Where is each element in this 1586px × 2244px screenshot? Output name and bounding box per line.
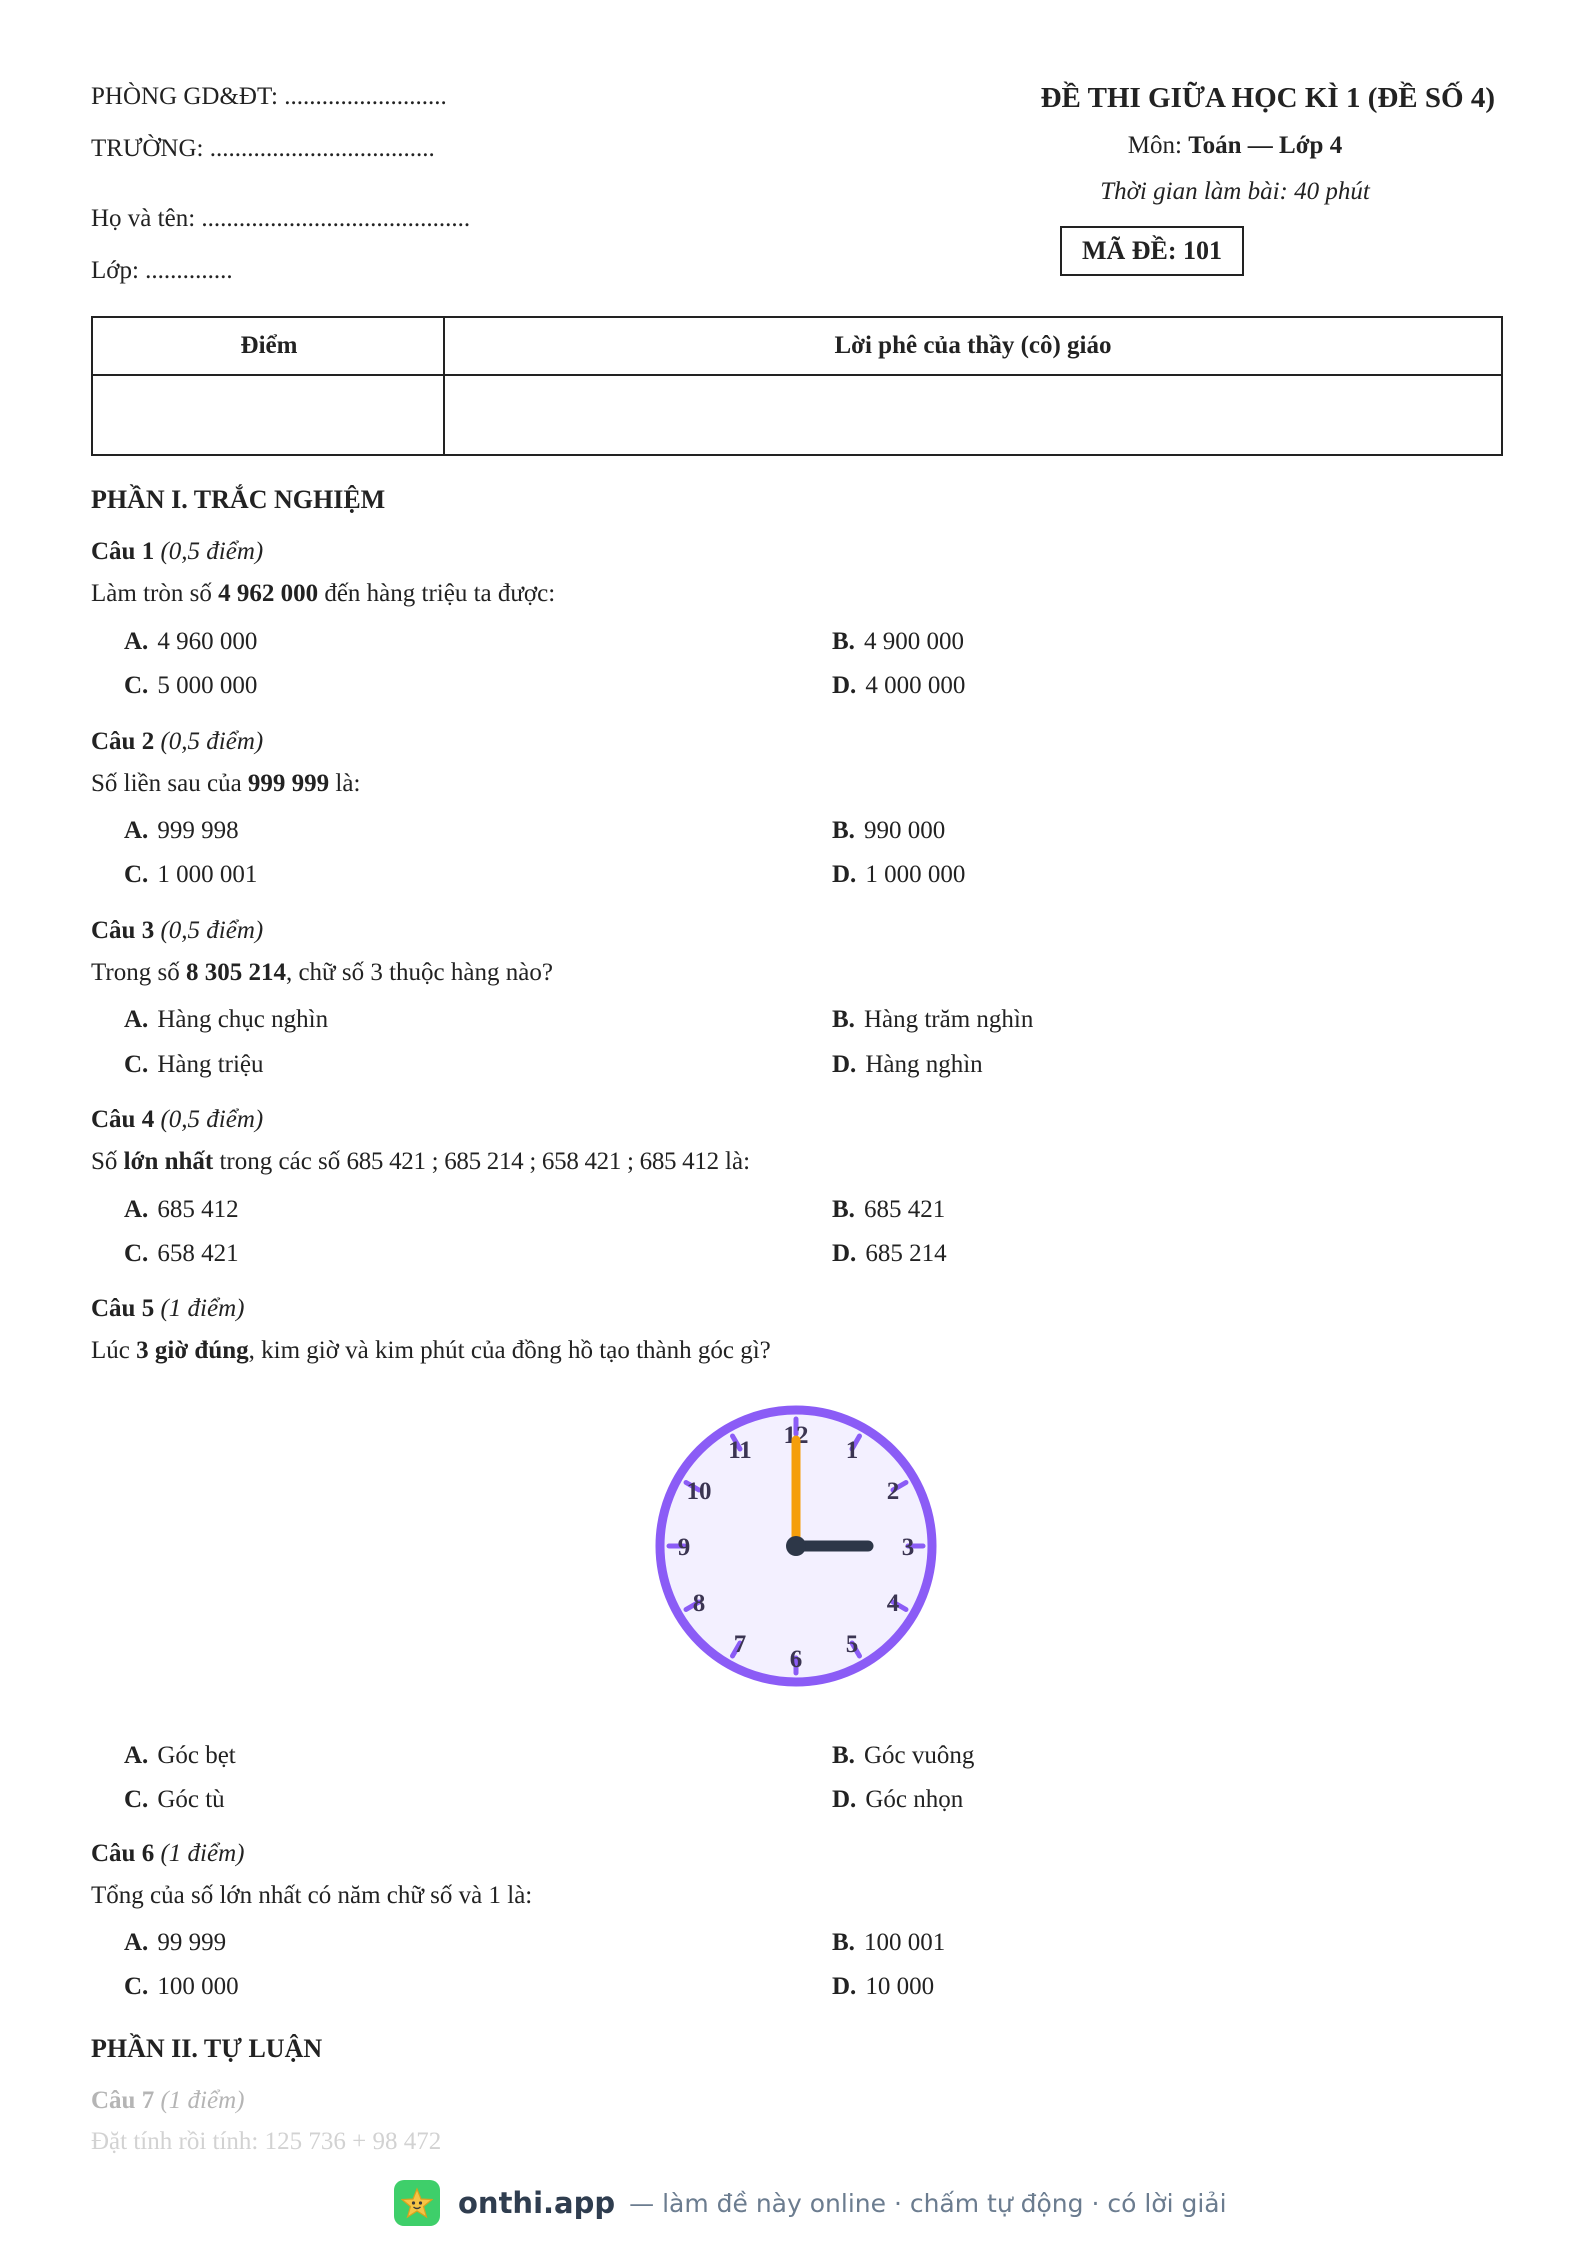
clock-center — [786, 1536, 806, 1556]
question-1-text: Làm tròn số 4 962 000 đến hàng triệu ta được: — [91, 580, 556, 607]
clock-number: 10 — [686, 1478, 712, 1505]
part2-title: PHẦN II. TỰ LUẬN — [91, 2034, 323, 2063]
question-5-text: Lúc 3 giờ đúng, kim giờ và kim phút của đồng hồ tạo thành góc gì? — [91, 1337, 771, 1364]
q3-option-c[interactable]: C. Hàng triệu — [124, 1051, 264, 1078]
q4-option-d[interactable]: D. 685 214 — [832, 1240, 947, 1267]
exam-title: ĐỀ THI GIỮA HỌC KÌ 1 (ĐỀ SỐ 4) — [1040, 82, 1495, 114]
question-7-title: Câu 7 (1 điểm) — [91, 2087, 245, 2114]
q1-option-a[interactable]: A. 4 960 000 — [124, 628, 258, 655]
clock-number: 8 — [692, 1590, 706, 1617]
q6-option-a[interactable]: A. 99 999 — [124, 1929, 227, 1956]
clock-number: 7 — [733, 1630, 747, 1658]
question-6-title: Câu 6 (1 điểm) — [91, 1840, 245, 1867]
question-7-text: Đặt tính rồi tính: 125 736 + 98 472 — [91, 2128, 442, 2155]
clock-number: 6 — [789, 1646, 803, 1673]
q6-option-b[interactable]: B. 100 001 — [832, 1929, 946, 1956]
q3-option-d[interactable]: D. Hàng nghìn — [832, 1051, 983, 1078]
brand-tagline: — làm đề này online · chấm tự động · có lời giải — [629, 2188, 1227, 2218]
clock-number: 2 — [886, 1478, 900, 1505]
q1-option-c[interactable]: C. 5 000 000 — [124, 672, 258, 699]
q5-option-c[interactable]: C. Góc tù — [124, 1786, 225, 1813]
student-name-field: Họ và tên: ........................................... — [91, 205, 471, 232]
exam-code: MÃ ĐỀ: 101 — [1081, 236, 1223, 265]
clock-number: 12 — [783, 1422, 809, 1449]
q6-option-d[interactable]: D. 10 000 — [832, 1973, 935, 2000]
question-3-title: Câu 3 (0,5 điểm) — [91, 917, 264, 944]
clock-figure — [653, 1403, 939, 1689]
clock-number: 9 — [677, 1534, 691, 1561]
q4-option-a[interactable]: A. 685 412 — [124, 1196, 239, 1223]
q2-option-a[interactable]: A. 999 998 — [124, 817, 239, 844]
question-3-text: Trong số 8 305 214, chữ số 3 thuộc hàng nào? — [91, 959, 553, 986]
school-field: TRƯỜNG: .................................... — [91, 135, 435, 162]
duration: Thời gian làm bài: 40 phút — [1100, 178, 1370, 205]
star-icon — [401, 2187, 433, 2219]
question-5-title: Câu 5 (1 điểm) — [91, 1295, 245, 1322]
class-field: Lớp: .............. — [91, 257, 233, 284]
subject-line — [975, 132, 1495, 160]
q3-option-b[interactable]: B. Hàng trăm nghìn — [832, 1006, 1034, 1033]
question-1-title: Câu 1 (0,5 điểm) — [91, 538, 264, 565]
question-4-title: Câu 4 (0,5 điểm) — [91, 1106, 264, 1133]
q3-option-a[interactable]: A. Hàng chục nghìn — [124, 1006, 329, 1033]
question-6-text: Tổng của số lớn nhất có năm chữ số và 1 là: — [91, 1882, 533, 1909]
exam-code-box — [1060, 226, 1244, 276]
q4-option-b[interactable]: B. 685 421 — [832, 1196, 946, 1223]
subject-prefix: Môn: — [1127, 132, 1189, 159]
clock-number: 11 — [728, 1437, 752, 1465]
q4-option-c[interactable]: C. 658 421 — [124, 1240, 239, 1267]
footer-banner[interactable] — [394, 2178, 1227, 2228]
clock-number: 3 — [901, 1534, 915, 1561]
question-2-text: Số liền sau của 999 999 là: — [91, 770, 361, 797]
app-logo[interactable] — [394, 2180, 440, 2226]
q1-option-d[interactable]: D. 4 000 000 — [832, 672, 966, 699]
grade-table — [91, 316, 1503, 456]
q5-option-b[interactable]: B. Góc vuông — [832, 1742, 975, 1769]
grade-table-row-line — [93, 374, 1501, 376]
q5-option-a[interactable]: A. Góc bẹt — [124, 1742, 236, 1769]
part1-title: PHẦN I. TRẮC NGHIỆM — [91, 485, 386, 514]
q5-option-d[interactable]: D. Góc nhọn — [832, 1786, 964, 1813]
q2-option-d[interactable]: D. 1 000 000 — [832, 861, 966, 888]
score-header: Điểm — [240, 332, 298, 359]
q1-option-b[interactable]: B. 4 900 000 — [832, 628, 964, 655]
clock-number: 4 — [886, 1590, 900, 1617]
brand-name[interactable]: onthi.app — [458, 2186, 616, 2220]
subject-name: Toán — Lớp 4 — [1188, 132, 1343, 159]
question-2-title: Câu 2 (0,5 điểm) — [91, 728, 264, 755]
q2-option-c[interactable]: C. 1 000 001 — [124, 861, 258, 888]
q2-option-b[interactable]: B. 990 000 — [832, 817, 946, 844]
dept-field: PHÒNG GD&ĐT: .......................... — [91, 83, 447, 110]
teacher-comment-header: Lời phê của thầy (cô) giáo — [834, 332, 1112, 359]
clock-number: 1 — [845, 1437, 859, 1465]
q6-option-c[interactable]: C. 100 000 — [124, 1973, 239, 2000]
question-4-text: Số lớn nhất trong các số 685 421 ; 685 214 ; 658 421 ; 685 412 là: — [91, 1148, 751, 1175]
clock-number: 5 — [845, 1630, 859, 1658]
